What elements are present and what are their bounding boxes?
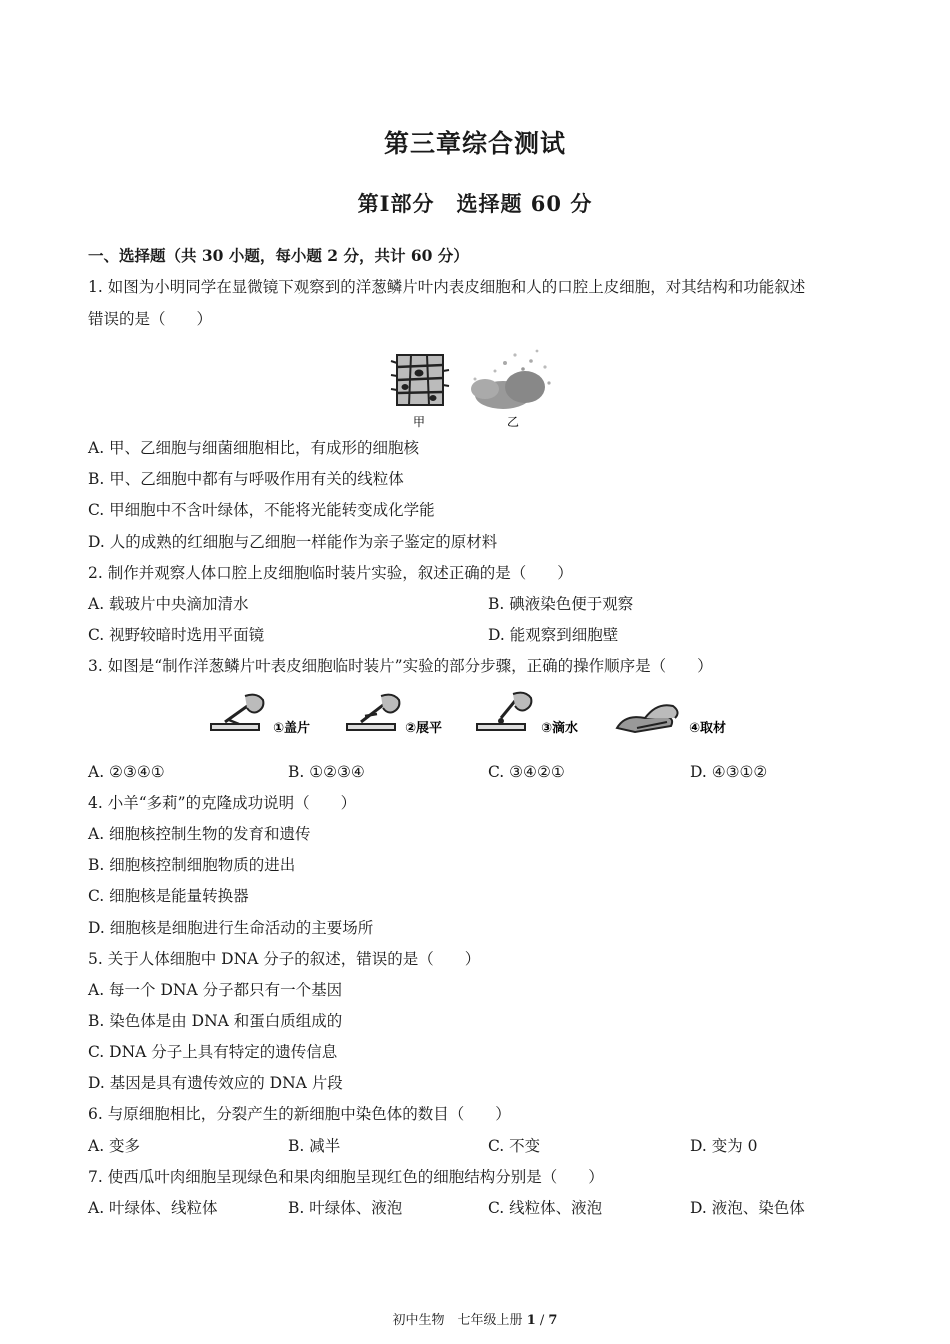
- q4-option-d: D. 细胞核是细胞进行生命活动的主要场所: [88, 919, 374, 937]
- q5-option-d: D. 基因是具有遗传效应的 DNA 片段: [88, 1074, 343, 1092]
- q6-option-b: B. 减半: [288, 1137, 341, 1155]
- step-label-1: ①盖片: [273, 721, 311, 736]
- footer-page-number: 1: [526, 1313, 536, 1328]
- step-label-4: ④取材: [689, 721, 727, 736]
- q1-option-d: D. 人的成熟的红细胞与乙细胞一样能作为亲子鉴定的原材料: [88, 533, 498, 551]
- q3-option-d: D. ④③①②: [690, 763, 768, 781]
- q1-stem-line1: 1. 如图为小明同学在显微镜下观察到的洋葱鳞片叶内表皮细胞和人的口腔上皮细胞，对其结构和功能叙述: [88, 278, 806, 296]
- page-title: 第三章综合测试: [383, 129, 566, 158]
- fig-label-yi: 乙: [506, 415, 520, 429]
- q6-option-a: A. 变多: [88, 1137, 141, 1155]
- q6-stem: 6. 与原细胞相比，分裂产生的新细胞中染色体的数目（ ）: [88, 1105, 511, 1123]
- q2-option-c: C. 视野较暗时选用平面镜: [88, 626, 265, 644]
- q4-option-c: C. 细胞核是能量转换器: [88, 887, 249, 905]
- q1-cell-figure: [385, 343, 565, 433]
- page-footer: [0, 1309, 950, 1328]
- q5-option-c: C. DNA 分子上具有特定的遗传信息: [88, 1043, 338, 1061]
- section-heading: 一、选择题（共 30 小题，每小题 2 分，共计 60 分）: [88, 246, 469, 265]
- step-label-3: ③滴水: [541, 721, 579, 736]
- q3-option-a: A. ②③④①: [88, 763, 165, 781]
- q4-stem: 4. 小羊“多莉”的克隆成功说明（ ）: [88, 794, 357, 812]
- q6-option-d: D. 变为 0: [690, 1137, 758, 1155]
- footer-total-pages: 7: [548, 1313, 558, 1328]
- step-spread-illustration: [347, 695, 399, 730]
- step-label-2: ②展平: [405, 721, 443, 736]
- footer-separator: /: [539, 1313, 545, 1328]
- section-subtitle: 第Ⅰ部分 选择题 60 分: [357, 191, 593, 216]
- q2-option-d: D. 能观察到细胞壁: [488, 626, 619, 644]
- q2-option-b: B. 碘液染色便于观察: [488, 595, 634, 613]
- q1-option-c: C. 甲细胞中不含叶绿体，不能将光能转变成化学能: [88, 501, 435, 519]
- cheek-cells-illustration: [471, 350, 551, 409]
- q7-option-c: C. 线粒体、液泡: [488, 1199, 603, 1217]
- q2-option-a: A. 载玻片中央滴加清水: [88, 595, 249, 613]
- q1-option-a: A. 甲、乙细胞与细菌细胞相比，有成形的细胞核: [88, 439, 420, 457]
- q3-stem: 3. 如图是“制作洋葱鳞片叶表皮细胞临时装片”实验的部分步骤，正确的操作顺序是（ ）: [88, 657, 713, 675]
- q5-option-a: A. 每一个 DNA 分子都只有一个基因: [88, 981, 343, 999]
- step-drip-water-illustration: [477, 693, 531, 730]
- q4-option-b: B. 细胞核控制细胞物质的进出: [88, 856, 296, 874]
- onion-cells-illustration: [391, 355, 449, 405]
- q4-option-a: A. 细胞核控制生物的发育和遗传: [88, 825, 311, 843]
- q6-option-c: C. 不变: [488, 1137, 541, 1155]
- fig-label-jia: 甲: [412, 415, 426, 429]
- q2-stem: 2. 制作并观察人体口腔上皮细胞临时装片实验，叙述正确的是（ ）: [88, 564, 573, 582]
- q7-option-a: A. 叶绿体、线粒体: [88, 1199, 218, 1217]
- q5-option-b: B. 染色体是由 DNA 和蛋白质组成的: [88, 1012, 343, 1030]
- step-cover-slip-illustration: [211, 695, 263, 730]
- q3-steps-figure: [205, 688, 775, 746]
- q5-stem: 5. 关于人体细胞中 DNA 分子的叙述，错误的是（ ）: [88, 950, 481, 968]
- q1-option-b: B. 甲、乙细胞中都有与呼吸作用有关的线粒体: [88, 470, 404, 488]
- q1-stem-line2: 错误的是（ ）: [88, 310, 213, 328]
- footer-text: 初中生物 七年级上册: [392, 1313, 523, 1328]
- q7-option-b: B. 叶绿体、液泡: [288, 1199, 403, 1217]
- q7-option-d: D. 液泡、染色体: [690, 1199, 805, 1217]
- q3-option-c: C. ③④②①: [488, 763, 565, 781]
- step-take-sample-illustration: [617, 705, 678, 732]
- q7-stem: 7. 使西瓜叶肉细胞呈现绿色和果肉细胞呈现红色的细胞结构分别是（ ）: [88, 1168, 604, 1186]
- q3-option-b: B. ①②③④: [288, 763, 365, 781]
